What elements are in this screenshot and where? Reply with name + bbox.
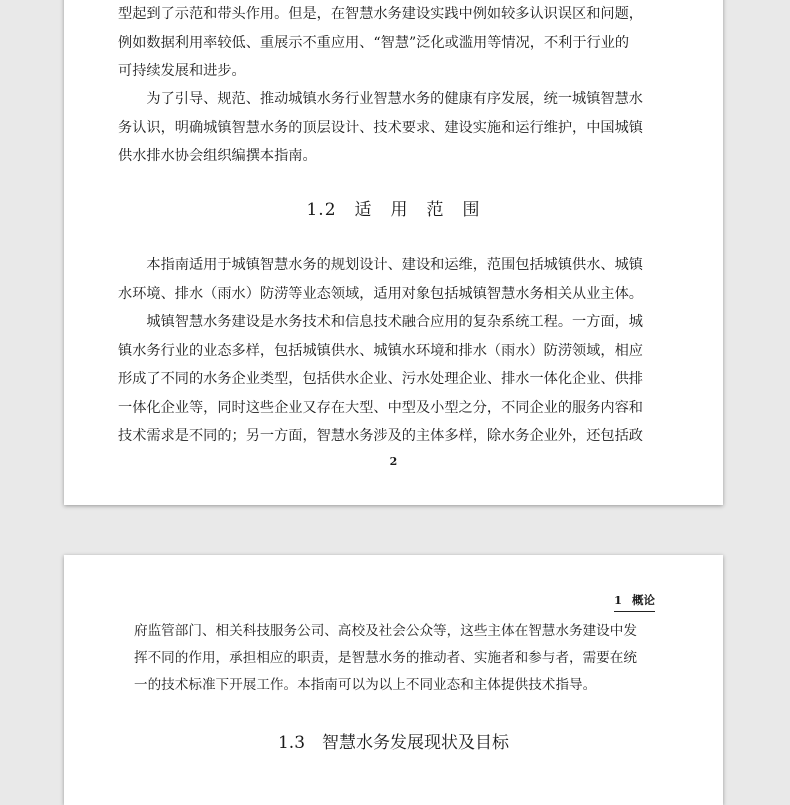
paragraph-intro-continuation [118,0,674,86]
text-line: 为了引导、规范、推动城镇水务行业智慧水务的健康有序发展，统一城镇智慧水 [118,91,643,107]
document-page-2 [64,555,723,805]
text-line: 府监管部门、相关科技服务公司、高校及社会公众等，这些主体在智慧水务建设中发 [134,623,637,639]
text-line: 务认识，明确城镇智慧水务的顶层设计、技术要求、建设实施和运行维护，中国城镇 [118,119,643,136]
text-line: 镇水务行业的业态多样，包括城镇供水、城镇水环境和排水（雨水）防涝领域，相应 [118,342,643,359]
text-line: 例如数据利用率较低、重展示不重应用、“智慧”泛化或滥用等情况，不利于行业的 [118,34,630,51]
text-line: 一的技术标准下开展工作。本指南可以为以上不同业态和主体提供技术指导。 [134,677,597,693]
paragraph-scope [118,251,674,308]
text-line: 型起到了示范和带头作用。但是，在智慧水务建设实践中例如较多认识误区和问题， [118,6,643,22]
text-line: 一体化企业等，同时这些企业又存在大型、中型及小型之分，不同企业的服务内容和 [118,399,643,416]
page-number: 2 [389,455,398,468]
paragraph-continuation [134,618,654,699]
chapter-title: 概论 [632,593,655,607]
text-line: 本指南适用于城镇智慧水务的规划设计、建设和运维，范围包括城镇供水、城镇 [118,257,643,273]
paragraph-purpose [118,85,674,171]
document-page-1 [64,0,723,505]
section-heading-status-goals: 1.3 智慧水务发展现状及目标 [277,733,510,753]
text-line: 技术需求是不同的；另一方面，智慧水务涉及的主体多样，除水务企业外，还包括政 [118,428,643,444]
running-header [614,592,655,612]
text-line: 可持续发展和进步。 [118,63,246,79]
chapter-number: 1 [613,593,622,607]
text-line: 形成了不同的水务企业类型，包括供水企业、污水处理企业、排水一体化企业、供排 [118,371,643,387]
paragraph-system-engineering [118,308,674,451]
section-heading-scope: 1.2 适 用 范 围 [306,200,481,220]
text-line: 城镇智慧水务建设是水务技术和信息技术融合应用的复杂系统工程。一方面，城 [118,314,643,330]
text-line: 供水排水协会组织编撰本指南。 [118,148,317,164]
text-line: 挥不同的作用，承担相应的职责，是智慧水务的推动者、实施者和参与者，需要在统 [134,650,637,666]
text-line: 水环境、排水（雨水）防涝等业态领域，适用对象包括城镇智慧水务相关从业主体。 [118,285,643,302]
